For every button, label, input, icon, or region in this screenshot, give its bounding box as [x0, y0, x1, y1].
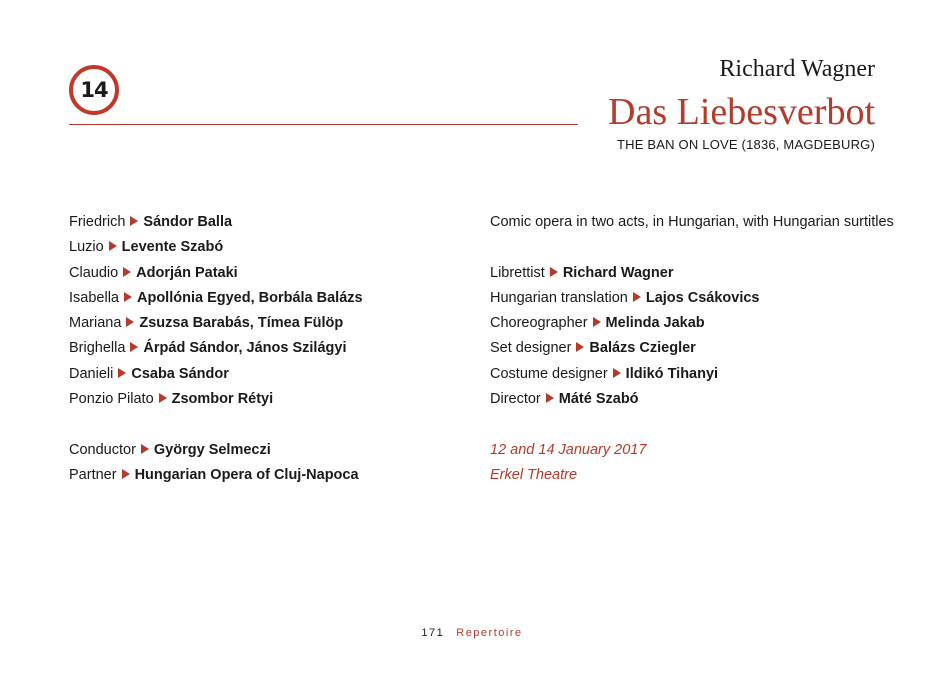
- role-label: Costume designer: [490, 365, 608, 382]
- role-label: Danieli: [69, 365, 114, 382]
- cast-column: [69, 210, 363, 488]
- role-label: Claudio: [69, 264, 119, 281]
- arrow-icon: [550, 267, 558, 277]
- page-number: 171: [421, 627, 445, 639]
- arrow-icon: [141, 444, 149, 454]
- credit-name: Richard Wagner: [562, 264, 674, 281]
- arrow-icon: [118, 368, 126, 378]
- credit-name: Ildikó Tihanyi: [625, 365, 719, 382]
- role-label: Mariana: [69, 315, 122, 332]
- cast-row: [69, 286, 363, 311]
- role-label: Conductor: [69, 441, 136, 458]
- creative-row: [490, 336, 894, 361]
- arrow-icon: [124, 292, 132, 302]
- role-label: Partner: [69, 466, 117, 483]
- arrow-icon: [576, 342, 584, 352]
- arrow-icon: [130, 342, 138, 352]
- creative-row: [490, 311, 894, 336]
- arrow-icon: [613, 368, 621, 378]
- arrow-icon: [159, 393, 167, 403]
- role-label: Brighella: [69, 340, 126, 357]
- arrow-icon: [122, 469, 130, 479]
- role-label: Friedrich: [69, 214, 126, 230]
- arrow-icon: [593, 317, 601, 327]
- creative-row: [490, 261, 894, 286]
- performer-name: Levente Szabó: [121, 239, 224, 256]
- section-name: Repertoire: [456, 627, 523, 639]
- performer-name: Adorján Pataki: [136, 264, 238, 281]
- arrow-icon: [546, 393, 554, 403]
- production-row: [69, 438, 363, 463]
- opera-subtitle: THE BAN ON LOVE (1836, MAGDEBURG): [617, 137, 875, 152]
- creative-row: [490, 286, 894, 311]
- role-label: Isabella: [69, 289, 119, 306]
- badge-number: 14: [80, 78, 108, 102]
- creative-row: [490, 362, 894, 387]
- composer-name: Richard Wagner: [719, 56, 875, 82]
- opera-description: Comic opera in two acts, in Hungarian, with Hungarian surtitles: [490, 214, 894, 230]
- arrow-icon: [633, 292, 641, 302]
- performance-dates: 12 and 14 January 2017: [490, 441, 647, 458]
- cast-row: [69, 387, 363, 412]
- credit-name: Lajos Csákovics: [645, 289, 760, 306]
- cast-row: [69, 336, 363, 361]
- arrow-icon: [130, 216, 138, 226]
- number-badge: [69, 65, 119, 115]
- performer-name: Árpád Sándor, János Szilágyi: [143, 340, 347, 357]
- role-label: Luzio: [69, 239, 104, 256]
- production-row: [69, 463, 363, 488]
- cast-row: [69, 261, 363, 286]
- venue: Erkel Theatre: [490, 466, 578, 483]
- role-label: Librettist: [490, 264, 545, 281]
- performer-name: Sándor Balla: [143, 214, 233, 230]
- performer-name: Apollónia Egyed, Borbála Balázs: [136, 289, 363, 306]
- arrow-icon: [126, 317, 134, 327]
- spacer: [490, 235, 894, 260]
- performer-name: Zsuzsa Barabás, Tímea Fülöp: [139, 315, 344, 332]
- role-label: Ponzio Pilato: [69, 391, 154, 408]
- role-label: Director: [490, 391, 541, 408]
- creative-row: [490, 387, 894, 412]
- credit-name: Balázs Cziegler: [589, 340, 696, 357]
- cast-row: [69, 362, 363, 387]
- arrow-icon: [123, 267, 131, 277]
- page-footer: [0, 627, 944, 639]
- role-label: Hungarian translation: [490, 289, 628, 306]
- spacer: [69, 412, 363, 437]
- credit-name: György Selmeczi: [153, 441, 271, 458]
- credit-name: Máté Szabó: [558, 391, 639, 408]
- details-column: [490, 210, 894, 488]
- role-label: Choreographer: [490, 315, 588, 332]
- cast-row: [69, 235, 363, 260]
- cast-row: [69, 210, 363, 235]
- spacer: [490, 412, 894, 437]
- arrow-icon: [109, 241, 117, 251]
- credit-name: Melinda Jakab: [605, 315, 705, 332]
- opera-title: Das Liebesverbot: [608, 91, 875, 133]
- performer-name: Csaba Sándor: [131, 365, 229, 382]
- cast-row: [69, 311, 363, 336]
- role-label: Set designer: [490, 340, 572, 357]
- credit-name: Hungarian Opera of Cluj-Napoca: [134, 466, 359, 483]
- performer-name: Zsombor Rétyi: [171, 391, 274, 408]
- header-rule: [69, 124, 578, 125]
